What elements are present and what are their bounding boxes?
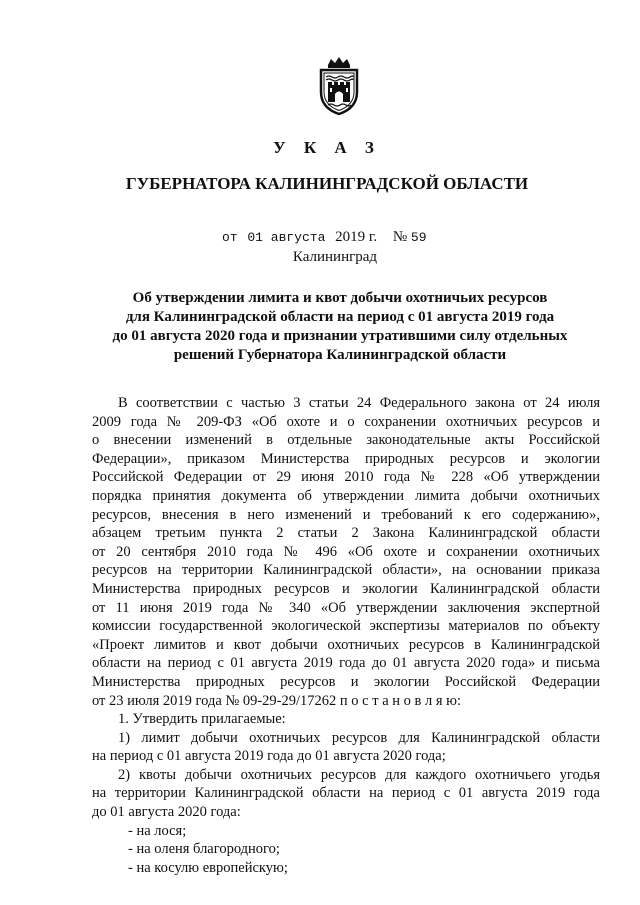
heading-line: для Калининградской области на период с 01 августа 2019 года — [125, 309, 555, 325]
heading-line: до 01 августа 2020 года и признании утратившими силу отдельных — [112, 328, 568, 344]
date-prefix: от — [222, 230, 238, 245]
body-line: порядка принятия документа об утверждении лимита добычи охотничьих — [92, 487, 600, 504]
body-line: от 11 июня 2019 года № 340 «Об утверждении заключения экспертной — [92, 599, 600, 616]
body-line: 2) квоты добычи охотничьих ресурсов для каждого охотничьего угодья — [118, 766, 600, 783]
heading-line: Об утверждении лимита и квот добычи охотничьих ресурсов — [132, 290, 548, 306]
city-name: Калининград — [292, 249, 378, 265]
body-line: на период с 01 августа 2019 года до 01 августа 2020 года; — [92, 748, 446, 765]
coat-of-arms-emblem — [316, 56, 362, 116]
decree-issuer: ГУБЕРНАТОРА КАЛИНИНГРАДСКОЙ ОБЛАСТИ — [125, 174, 529, 193]
body-line: В соответствии с частью 3 статьи 24 Федерального закона от 24 июля — [118, 395, 600, 411]
body-line: до 01 августа 2020 года: — [92, 804, 241, 821]
body-line: от 20 сентября 2010 года № 496 «Об охоте и сохранении охотничьих — [92, 543, 600, 560]
body-line: абзацем третьим пункта 2 статьи 2 Закона Калининградской области — [92, 525, 600, 542]
heading-line: решений Губернатора Калининградской области — [173, 347, 507, 363]
body-line: на территории Калининградской области на период с 01 августа 2019 года — [92, 785, 600, 802]
body-line: 1) лимит добычи охотничьих ресурсов для Калининградской области — [118, 729, 600, 746]
list-item: - на лося; — [128, 822, 187, 839]
decree-heading — [100, 289, 580, 365]
decree-number: 59 — [410, 230, 427, 245]
list-item: - на оленя благородного; — [128, 841, 280, 858]
decree-year: 2019 — [335, 229, 366, 245]
body-line: Министерства природных ресурсов и экологии Российской Федерации — [92, 673, 600, 690]
list-item: - на косулю европейскую; — [128, 859, 288, 876]
body-line: Министерства природных ресурсов и экологии Калининградской области — [92, 580, 600, 597]
body-line: о внесении изменений в отдельные законодательные акты Российской — [92, 432, 600, 449]
body-line: от 23 июля 2019 года № 09-29-29/17262 п о с т а н о в л я ю: — [92, 692, 461, 709]
body-line: ресурсов, внесения в него изменений и требований к его содержанию», — [92, 506, 600, 523]
decree-date-line — [222, 229, 427, 246]
body-line: области на период с 01 августа 2019 года до 01 августа 2020 года» и письма — [92, 655, 600, 672]
body-line: 1. Утвердить прилагаемые: — [118, 711, 286, 728]
kaliningrad-oblast-coat-of-arms-icon — [316, 56, 362, 116]
body-line: 2009 года № 209-ФЗ «Об охоте и о сохранении охотничьих ресурсов и — [92, 413, 600, 430]
body-line: Федерации», приказом Министерства природных ресурсов и экологии — [92, 450, 600, 467]
body-line: комиссии государственной экологической экспертизы материалов по объекту — [92, 618, 600, 635]
decree-title: У К А З — [273, 138, 381, 157]
body-line: ресурсов на территории Калининградской области», на основании приказа — [92, 562, 600, 579]
body-line: Российской Федерации от 29 июня 2010 года № 228 «Об утверждении — [92, 469, 600, 486]
body-line: «Проект лимитов и квот добычи охотничьих ресурсов в Калининградской — [92, 636, 600, 653]
decree-date: 01 августа — [247, 230, 326, 245]
year-suffix: г. — [368, 229, 378, 245]
decree-body — [92, 394, 600, 877]
number-sign: № — [392, 229, 408, 245]
